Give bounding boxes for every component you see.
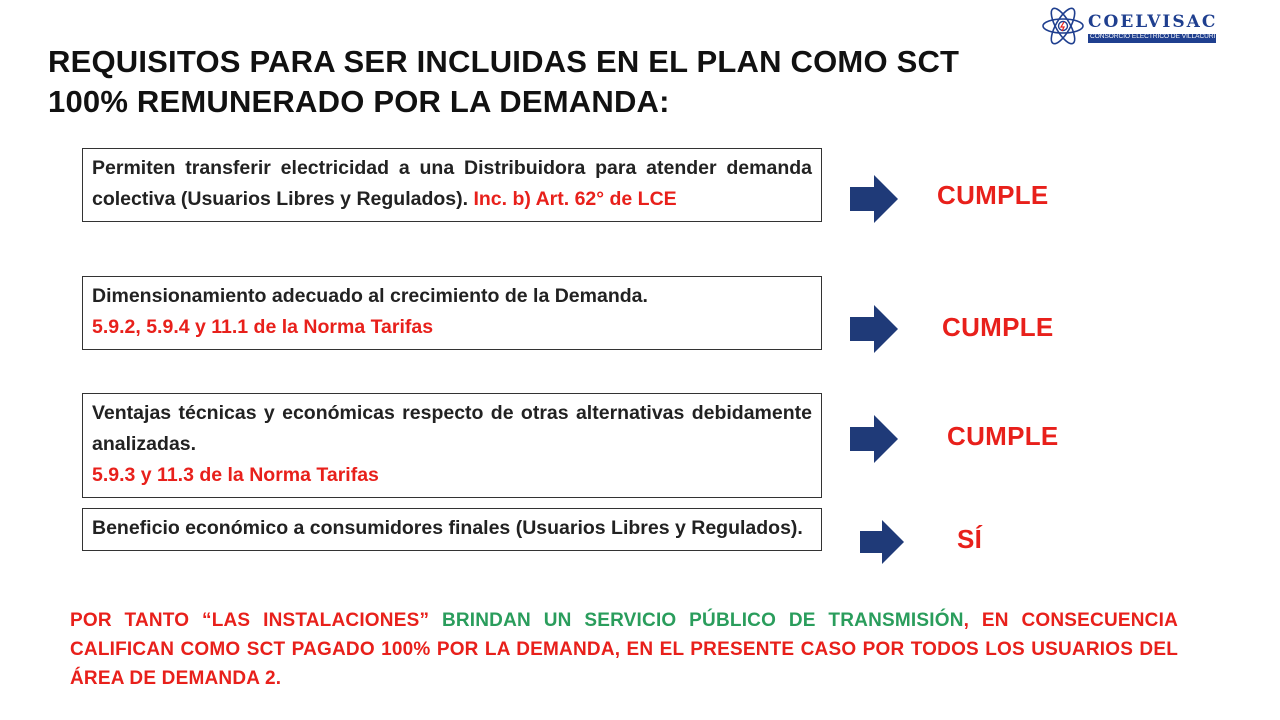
- status-label-4: SÍ: [957, 524, 983, 554]
- right-arrow-icon: [850, 305, 898, 353]
- conclusion-highlight: BRINDAN UN SERVICIO PÚBLICO DE TRANSMISIÓN: [441, 610, 964, 631]
- atom-icon: [1040, 6, 1086, 46]
- logo-subtitle: CONSORCIO ELECTRICO DE VILLACURI SAC: [1090, 33, 1231, 40]
- status-label-2: CUMPLE: [942, 312, 1054, 342]
- requirement-text: Ventajas técnicas y económicas respecto de otras alternativas debidamente analizadas.: [92, 402, 812, 455]
- requirement-box-2: [82, 276, 822, 350]
- status-label-3: CUMPLE: [947, 421, 1059, 451]
- right-arrow-icon: [850, 415, 898, 463]
- page-title: REQUISITOS PARA SER INCLUIDAS EN EL PLAN COMO SCT 100% REMUNERADO POR LA DEMANDA:: [48, 44, 960, 119]
- conclusion-text: [70, 606, 1178, 693]
- requirement-text: Beneficio económico a consumidores finales (Usuarios Libres y Regulados).: [92, 517, 803, 539]
- logo-name: COELVISAC: [1088, 12, 1218, 32]
- requirement-text: Dimensionamiento adecuado al crecimiento de la Demanda.: [92, 285, 648, 307]
- requirement-box-1: [82, 148, 822, 222]
- requirement-box-3: [82, 393, 822, 498]
- status-label-1: CUMPLE: [937, 180, 1049, 210]
- conclusion-part-3: , EN CONSECUENCIA CALIFICAN COMO SCT PAGADO 100% POR LA DEMANDA, EN EL PRESENTE CASO POR TODOS LOS USUARIOS DEL ÁREA DE DEMANDA 2.: [70, 610, 1178, 689]
- requirement-text: Permiten transferir electricidad a una Distribuidora para atender demanda colectiva (Usuarios Libres y Regulados).: [92, 157, 812, 210]
- company-logo: [1040, 6, 1231, 46]
- requirement-reference: Inc. b) Art. 62° de LCE: [473, 188, 677, 210]
- conclusion-part-1: POR TANTO “LAS INSTALACIONES”: [70, 610, 442, 631]
- requirement-reference: 5.9.2, 5.9.4 y 11.1 de la Norma Tarifas: [92, 316, 434, 338]
- right-arrow-icon: [850, 175, 898, 223]
- right-arrow-icon: [860, 520, 904, 564]
- requirement-box-4: [82, 508, 822, 551]
- requirement-reference: 5.9.3 y 11.3 de la Norma Tarifas: [92, 464, 379, 486]
